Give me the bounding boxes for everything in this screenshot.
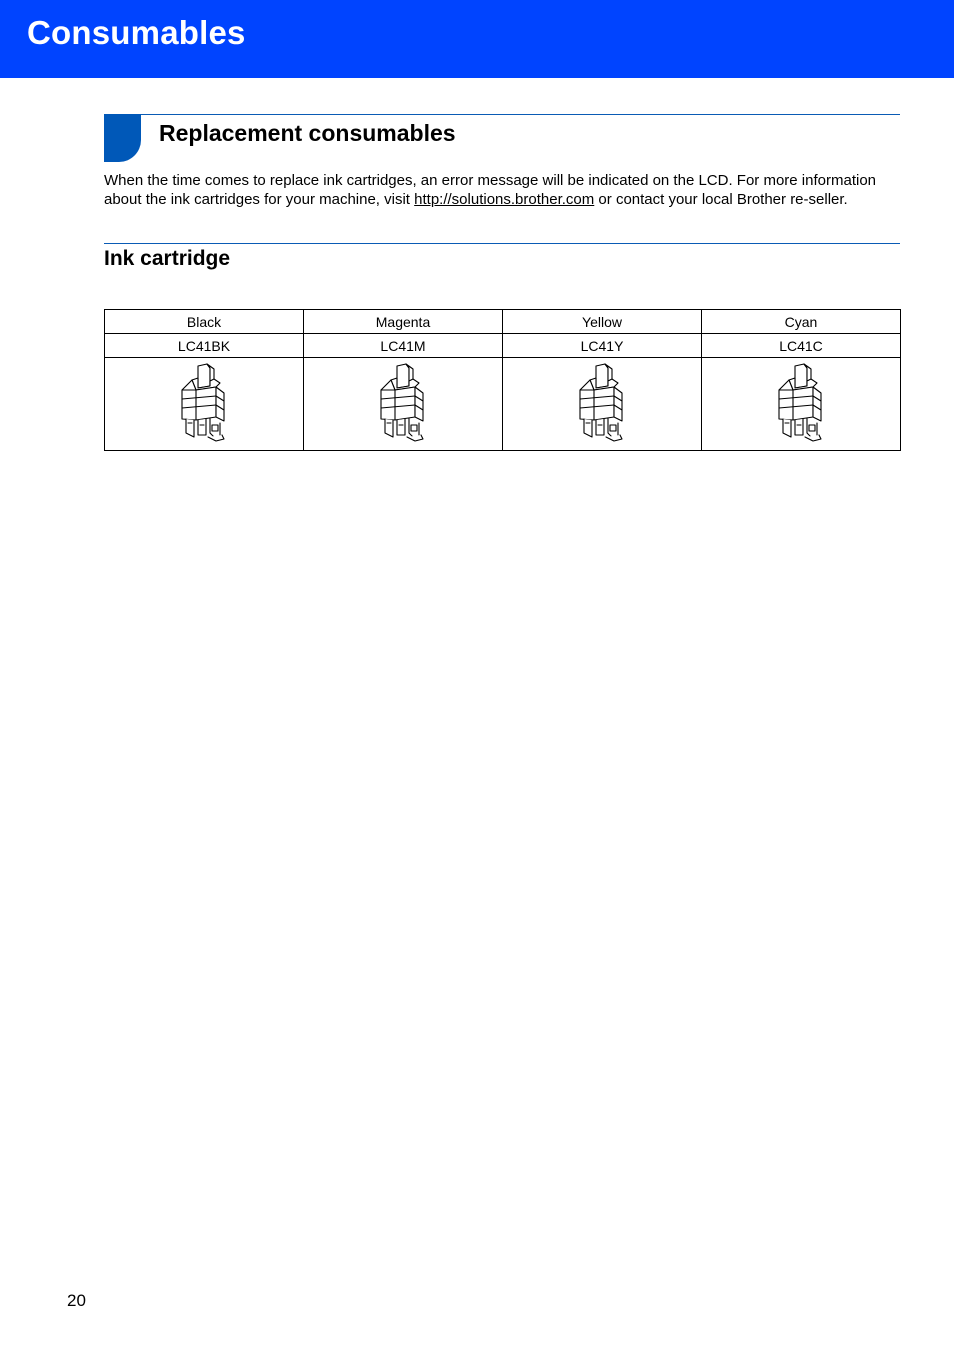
table-row-images xyxy=(105,358,901,451)
model-cell: LC41C xyxy=(702,334,901,358)
model-cell: LC41M xyxy=(304,334,503,358)
solutions-link[interactable]: http://solutions.brother.com xyxy=(414,191,595,208)
section-title: Replacement consumables xyxy=(159,120,456,146)
subsection-title: Ink cartridge xyxy=(104,247,231,270)
subsection-divider xyxy=(104,243,900,244)
image-cell xyxy=(105,358,304,451)
header-bar xyxy=(0,0,954,78)
color-cell: Magenta xyxy=(304,310,503,334)
paragraph-text-end: or contact your local Brother re-seller. xyxy=(594,191,848,208)
paragraph-text-start: When the time comes to replace ink cartridges, an error message will be indicated on the LCD. For more information about the ink cartridges for your machine, visit xyxy=(104,172,877,208)
section-marker xyxy=(104,114,141,162)
ink-cartridge-icon xyxy=(572,363,632,445)
image-cell xyxy=(503,358,702,451)
page-number: 20 xyxy=(67,1291,86,1310)
image-cell xyxy=(304,358,503,451)
model-cell: LC41Y xyxy=(503,334,702,358)
ink-cartridge-icon xyxy=(174,363,234,445)
ink-cartridge-icon xyxy=(373,363,433,445)
color-cell: Black xyxy=(105,310,304,334)
section-divider xyxy=(104,114,900,115)
page-title: Consumables xyxy=(27,14,246,51)
table-row-colors xyxy=(105,310,901,334)
section-paragraph xyxy=(104,171,904,209)
ink-cartridge-icon xyxy=(771,363,831,445)
model-cell: LC41BK xyxy=(105,334,304,358)
image-cell xyxy=(702,358,901,451)
color-cell: Yellow xyxy=(503,310,702,334)
table-row-models xyxy=(105,334,901,358)
cartridge-table xyxy=(104,309,901,451)
color-cell: Cyan xyxy=(702,310,901,334)
